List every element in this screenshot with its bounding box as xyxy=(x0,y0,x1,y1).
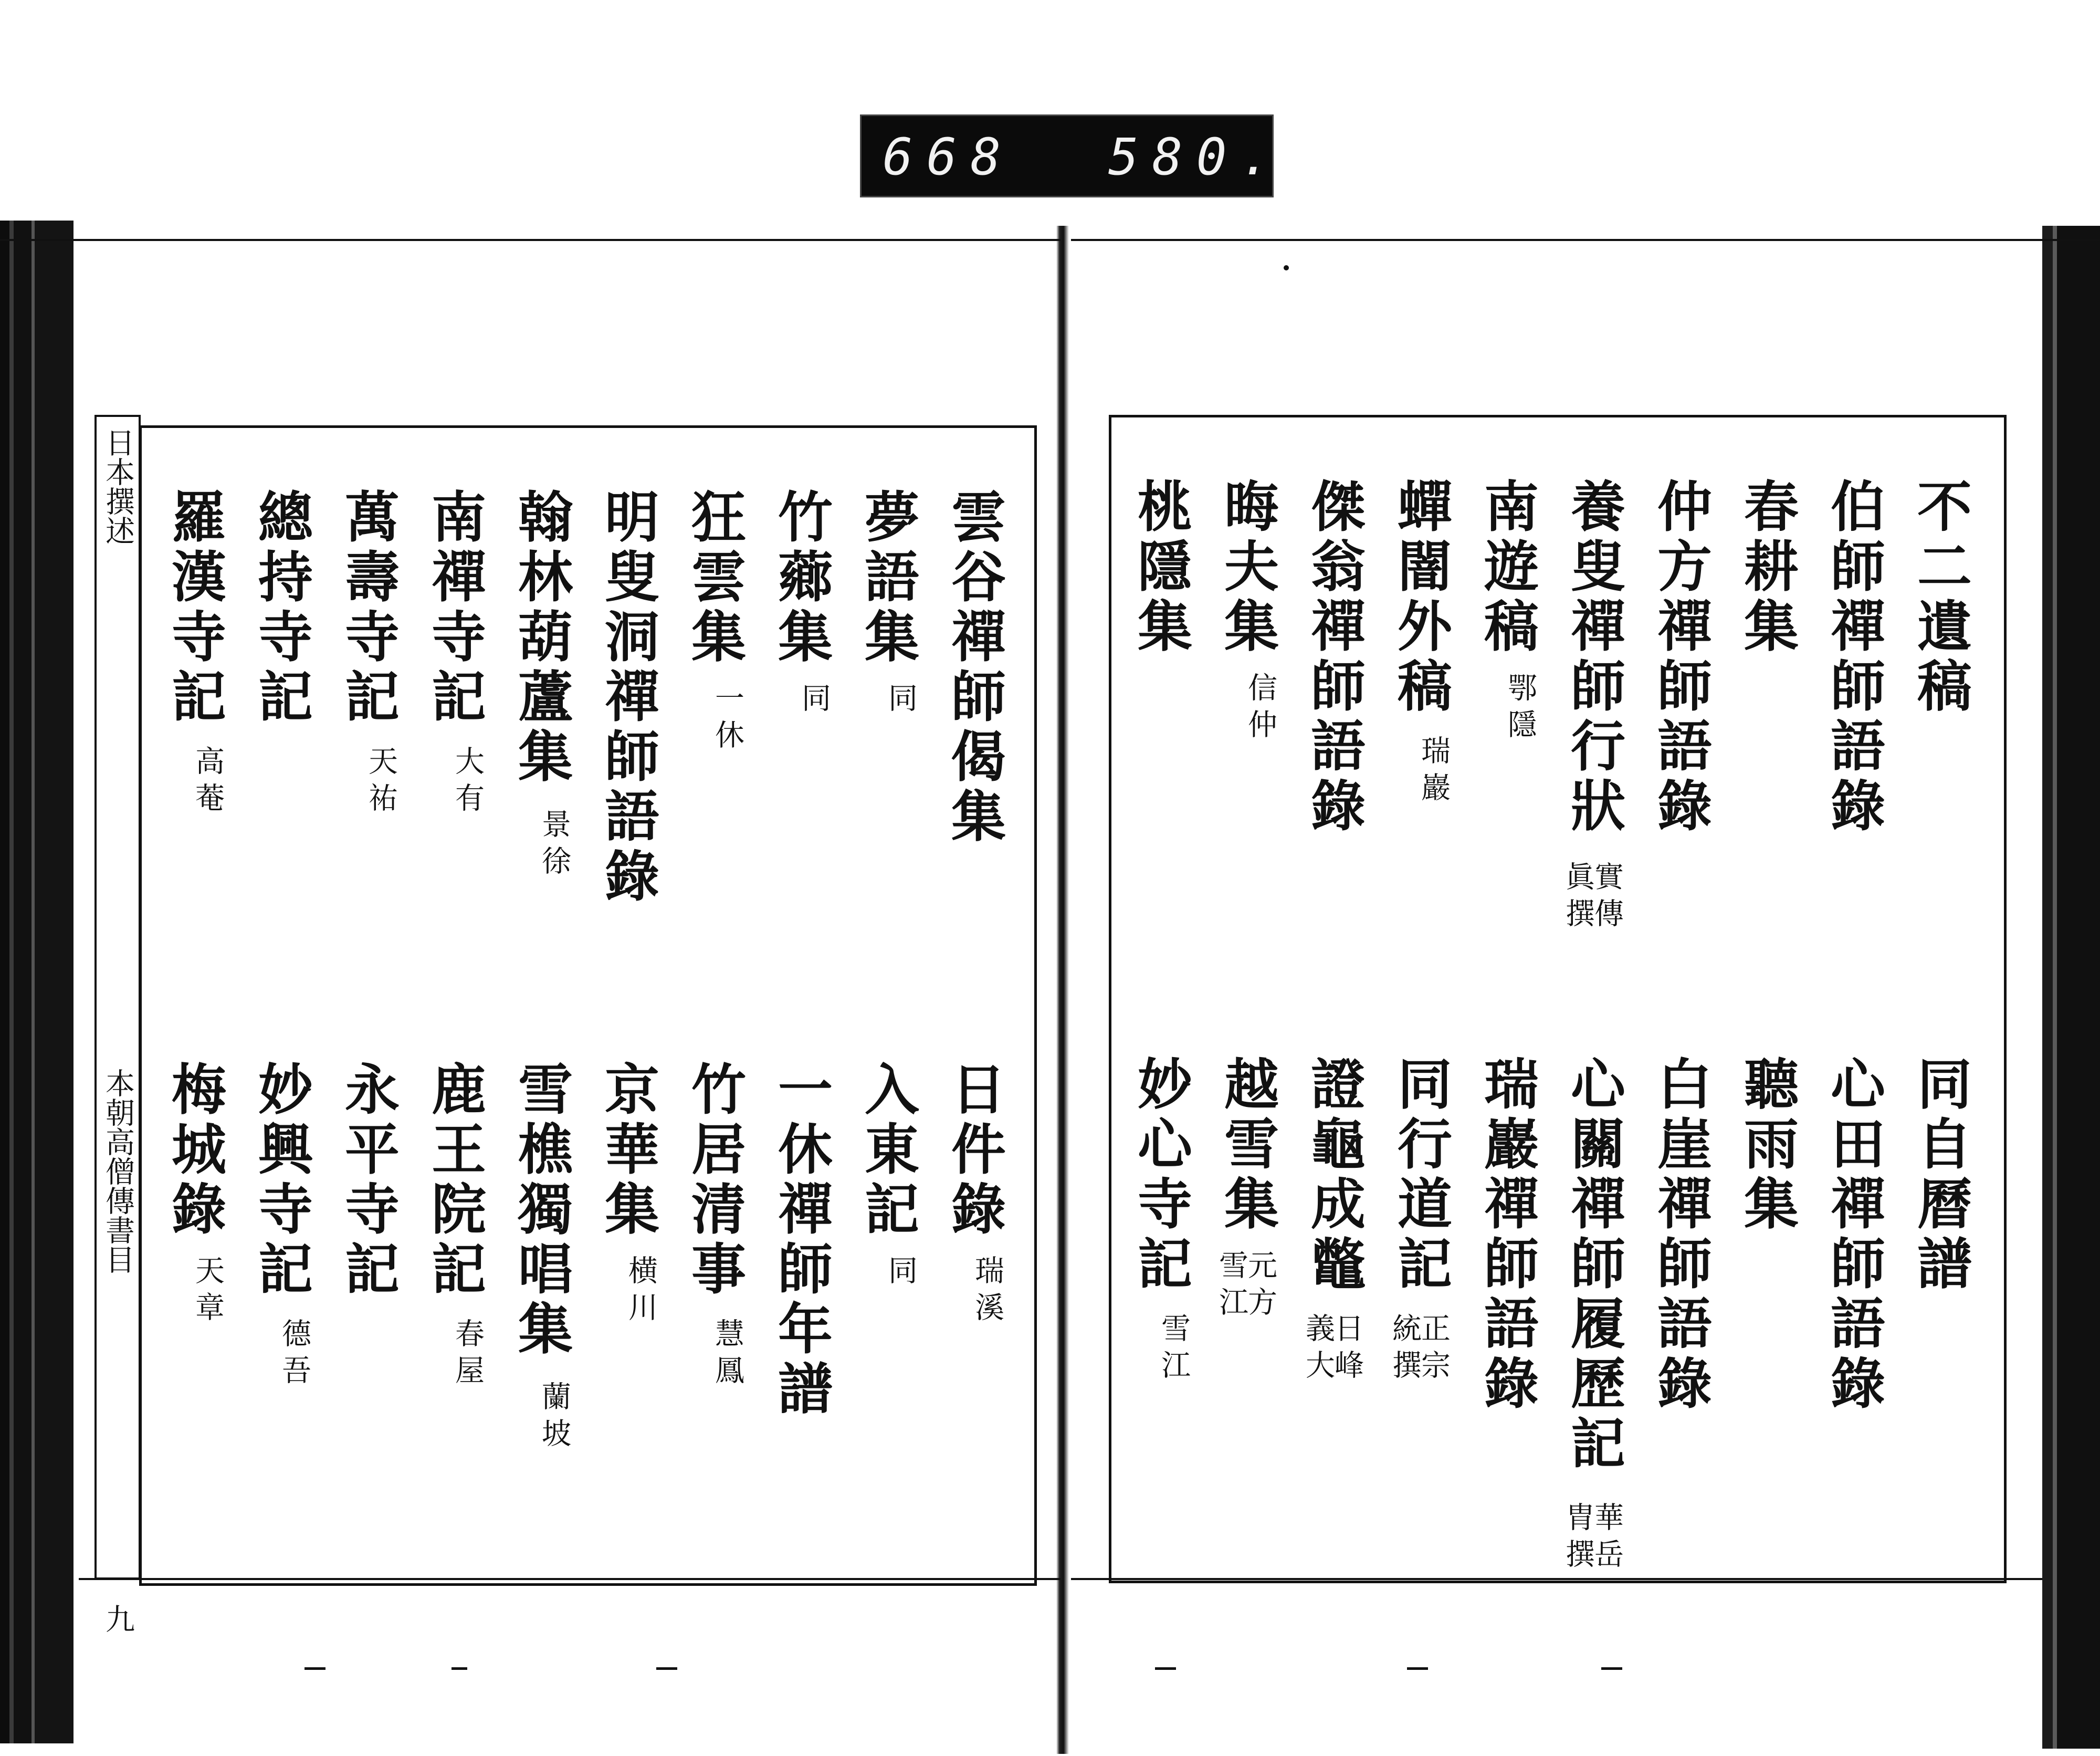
side-caption-bottom: 本朝高僧傳書目 xyxy=(101,1068,135,1274)
entry-title: 妙興寺記 xyxy=(249,1061,313,1300)
entry-title: 萬壽寺記 xyxy=(335,488,400,728)
entry-title: 京華集 xyxy=(595,1061,660,1240)
dash xyxy=(1155,1667,1176,1670)
entry-note: 横川 xyxy=(624,1255,658,1329)
entry-note: 同 xyxy=(884,683,918,719)
entry-note-secondary: 統撰 xyxy=(1388,1313,1422,1386)
entry-title: 翰林葫蘆集 xyxy=(509,488,573,788)
entry-note: 瑞巖 xyxy=(1416,735,1451,809)
catalog-label-plate xyxy=(860,114,1285,197)
entry-note: 一休 xyxy=(710,683,744,756)
dash xyxy=(452,1667,467,1670)
entry-title: 不二遺稿 xyxy=(1908,478,1972,717)
entry-title: 明叟洞禪師語錄 xyxy=(595,488,660,907)
dash xyxy=(1407,1667,1428,1670)
scan-edge-right xyxy=(2042,226,2100,1749)
entry-title: 南遊稿 xyxy=(1475,478,1539,657)
entry-title: 白崖禪師語錄 xyxy=(1648,1055,1713,1415)
entry-note: 日峰 xyxy=(1330,1313,1364,1386)
entry-note-secondary: 雪江 xyxy=(1214,1250,1248,1323)
entry-title: 同自曆譜 xyxy=(1908,1055,1972,1295)
entry-title: 證龜成鼈 xyxy=(1301,1055,1366,1295)
entry-note: 德吾 xyxy=(277,1318,311,1392)
book-spine xyxy=(1056,226,1072,1754)
entry-title: 越雪集 xyxy=(1215,1055,1279,1235)
entry-note: 天祐 xyxy=(364,746,398,819)
entry-note: 同 xyxy=(797,683,831,719)
entry-title: 聽雨集 xyxy=(1735,1055,1799,1235)
entry-title: 心關禪師履歷記 xyxy=(1561,1055,1626,1475)
entry-title: 心田禪師語錄 xyxy=(1821,1055,1886,1415)
entry-note: 景徐 xyxy=(537,809,571,882)
entry-note: 華岳 xyxy=(1590,1502,1624,1575)
entry-title: 春耕集 xyxy=(1735,478,1799,657)
entry-title: 傑翁禪師語錄 xyxy=(1301,478,1366,837)
dash xyxy=(1601,1667,1622,1670)
entry-title: 養叟禪師行狀 xyxy=(1561,478,1626,837)
entry-note: 慧鳳 xyxy=(710,1318,744,1392)
entry-title: 同行道記 xyxy=(1388,1055,1453,1295)
plate-number-left: 668 xyxy=(883,128,1015,186)
entry-title: 桃隱集 xyxy=(1128,478,1193,657)
entry-note: 瑞溪 xyxy=(970,1255,1004,1329)
entry-note: 春屋 xyxy=(450,1318,485,1392)
scan-edge-left xyxy=(0,221,74,1743)
entry-title: 夢語集 xyxy=(855,488,920,668)
entry-title: 竹居清事 xyxy=(682,1061,747,1300)
entry-title: 總持寺記 xyxy=(249,488,313,728)
entry-title: 羅漢寺記 xyxy=(162,488,227,728)
dash xyxy=(304,1667,326,1670)
side-caption-box xyxy=(94,415,141,1633)
entry-note: 信仲 xyxy=(1243,672,1277,746)
entry-title: 南禪寺記 xyxy=(422,488,487,728)
side-caption-top: 日本撰述 xyxy=(101,427,135,545)
entry-title: 晦夫集 xyxy=(1215,478,1279,657)
entry-title: 雲谷禪師偈集 xyxy=(942,488,1006,848)
entry-title: 梅城錄 xyxy=(162,1061,227,1240)
entry-note-secondary: 眞撰 xyxy=(1561,861,1595,935)
speck xyxy=(1284,265,1289,270)
entry-title: 伯師禪師語錄 xyxy=(1821,478,1886,837)
entry-note: 大有 xyxy=(450,746,485,819)
entry-title: 雪樵獨唱集 xyxy=(509,1061,573,1360)
top-rule-right xyxy=(1071,239,2100,241)
entry-title: 入東記 xyxy=(855,1061,920,1240)
entry-title: 竹薌集 xyxy=(769,488,833,668)
top-rule-left xyxy=(0,239,1060,241)
entry-note: 雪江 xyxy=(1157,1313,1191,1386)
entry-title: 日件錄 xyxy=(942,1061,1006,1240)
entry-title: 仲方禪師語錄 xyxy=(1648,478,1713,837)
entry-note-secondary: 胄撰 xyxy=(1561,1502,1595,1575)
page-mark: 九 xyxy=(101,1604,135,1633)
dash xyxy=(656,1667,677,1670)
entry-title: 狂雲集 xyxy=(682,488,747,668)
entry-note: 實傳 xyxy=(1590,861,1624,935)
entry-note-secondary: 義大 xyxy=(1301,1313,1335,1386)
entry-title: 鹿王院記 xyxy=(422,1061,487,1300)
entry-note: 正宗 xyxy=(1416,1313,1451,1386)
entry-note: 鄂隱 xyxy=(1503,672,1537,746)
entry-title: 妙心寺記 xyxy=(1128,1055,1193,1295)
entry-title: 蟬闇外稿 xyxy=(1388,478,1453,717)
plate-number-right: 580. xyxy=(1108,128,1285,186)
entry-note: 同 xyxy=(884,1255,918,1292)
entry-title: 一休禪師年譜 xyxy=(769,1061,833,1420)
entry-title: 永平寺記 xyxy=(335,1061,400,1300)
entry-note: 元方 xyxy=(1243,1250,1277,1323)
entry-note: 天章 xyxy=(191,1255,225,1329)
entry-note: 高菴 xyxy=(191,746,225,819)
entry-note: 蘭坡 xyxy=(537,1381,571,1455)
entry-title: 瑞巖禪師語錄 xyxy=(1475,1055,1539,1415)
